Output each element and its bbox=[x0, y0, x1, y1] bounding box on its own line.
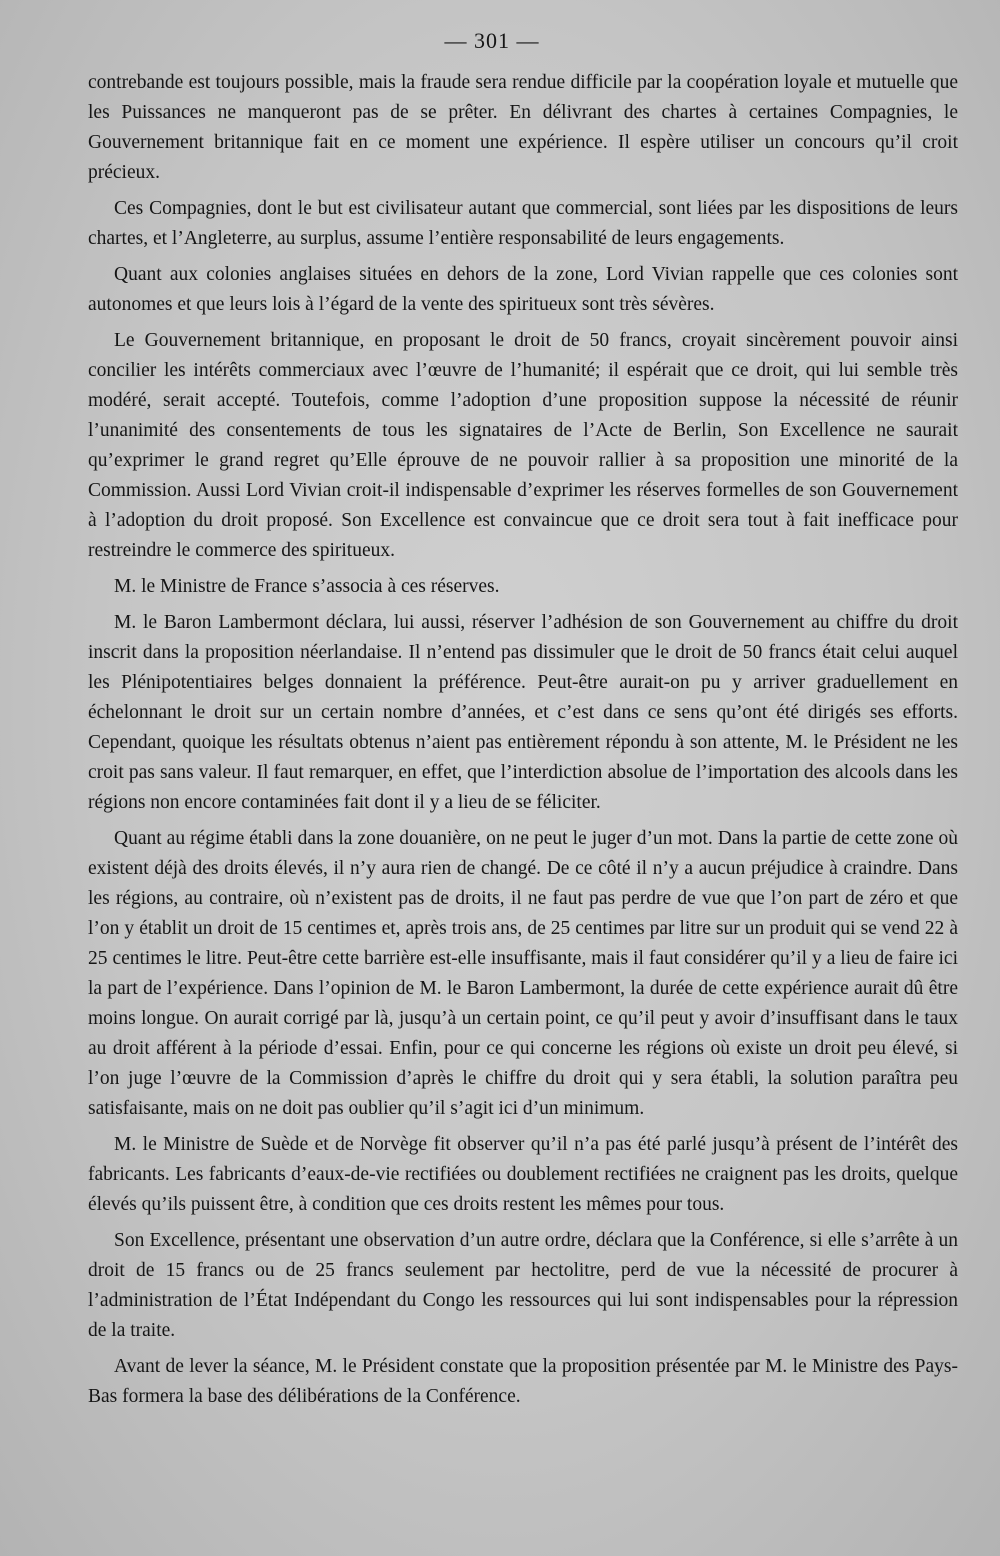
paragraph: M. le Ministre de Suède et de Norvège fit observer qu’il n’a pas été parlé jusqu’à présent de l’intérêt des fabricants. Les fabricants d’eaux-de-vie rectifiées ou doublement rectifiées ne craignent pas les droits, quelque élevés qu’ils puissent être, à condition que ces droits restent les mêmes pour tous. bbox=[88, 1134, 958, 1215]
paragraph: contrebande est toujours possible, mais la fraude sera rendue difficile par la coopération loyale et mutuelle que les Puissances ne manqueront pas de se prêter. En délivrant des chartes à certaines Compagnies, le Gouvernement britannique fait en ce moment une expérience. Il espère utiliser un concours qu’il croit précieux. bbox=[88, 72, 958, 183]
paragraph: Son Excellence, présentant une observation d’un autre ordre, déclara que la Conférence, si elle s’arrête à un droit de 15 francs ou de 25 francs seulement par hectolitre, perd de vue la nécessité de procurer à l’administration de l’État Indépendant du Congo les ressources qui lui sont indispensables pour la répression de la traite. bbox=[88, 1230, 958, 1341]
paragraph: Quant au régime établi dans la zone douanière, on ne peut le juger d’un mot. Dans la partie de cette zone où existent déjà des droits élevés, il n’y aura rien de changé. De ce côté il n’y a aucun préjudice à craindre. Dans les régions, au contraire, où n’existent pas de droits, il ne faut pas perdre de vue que l’on part de zéro et que l’on y établit un droit de 15 centimes et, après trois ans, de 25 centimes par litre sur un produit qui se vend 22 à 25 centimes le litre. Peut-être cette barrière est-elle insuffisante, mais il faut considérer qu’il y a lieu de faire ici la part de l’expérience. Dans l’opinion de M. le Baron Lambermont, la durée de cette expérience aurait dû être moins longue. On aurait corrigé par là, jusqu’à un certain point, ce qu’il peut y avoir d’insuffisant dans le taux au droit afférent à la période d’essai. Enfin, pour ce qui concerne les régions où existe un droit peu élevé, si l’on juge l’œuvre de la Commission d’après le chiffre du droit qui y sera établi, la solution paraîtra peu satisfaisante, mais on ne doit pas oublier qu’il s’agit ici d’un minimum. bbox=[88, 828, 958, 1119]
page-number: — 301 — bbox=[444, 28, 540, 53]
paragraph: M. le Ministre de France s’associa à ces réserves. bbox=[114, 576, 500, 597]
paragraph: Le Gouvernement britannique, en proposant le droit de 50 francs, croyait sincèrement pouvoir ainsi concilier les intérêts commerciaux avec l’œuvre de l’humanité; il espérait que ce droit, qui lui semble très modéré, serait accepté. Toutefois, comme l’adoption d’une proposition suppose la nécessité de réunir l’unanimité des consentements de tous les signataires de l’Acte de Berlin, Son Excellence ne saurait qu’exprimer le grand regret qu’Elle éprouve de ne pouvoir rallier à sa proposition une minorité de la Commission. Aussi Lord Vivian croit-il indispensable d’exprimer les réserves formelles de son Gouvernement à l’adoption du droit proposé. Son Excellence est convaincue que ce droit sera tout à fait inefficace pour restreindre le commerce des spiritueux. bbox=[88, 330, 958, 561]
paragraph: M. le Baron Lambermont déclara, lui aussi, réserver l’adhésion de son Gouvernement au chiffre du droit inscrit dans la proposition néerlandaise. Il n’entend pas dissimuler que le droit de 50 francs était celui auquel les Plénipotentiaires belges donnaient la préférence. Peut-être aurait-on pu y arriver graduellement en échelonnant le droit sur un certain nombre d’années, et c’est dans ce sens qu’ont été dirigés ses efforts. Cependant, quoique les résultats obtenus n’aient pas entièrement répondu à son attente, M. le Président ne les croit pas sans valeur. Il faut remarquer, en effet, que l’interdiction absolue de l’importation des alcools dans les régions non encore contaminées fait dont il y a lieu de se féliciter. bbox=[88, 612, 958, 813]
paragraph: Ces Compagnies, dont le but est civilisateur autant que commercial, sont liées par les dispositions de leurs chartes, et l’Angleterre, au surplus, assume l’entière responsabilité de leurs engagements. bbox=[88, 198, 958, 249]
document-body bbox=[88, 68, 958, 1418]
paragraph: Avant de lever la séance, M. le Président constate que la proposition présentée par M. le Ministre des Pays-Bas formera la base des délibérations de la Conférence. bbox=[88, 1356, 958, 1407]
paragraph: Quant aux colonies anglaises situées en dehors de la zone, Lord Vivian rappelle que ces colonies sont autonomes et que leurs lois à l’égard de la vente des spiritueux sont très sévères. bbox=[88, 264, 958, 315]
